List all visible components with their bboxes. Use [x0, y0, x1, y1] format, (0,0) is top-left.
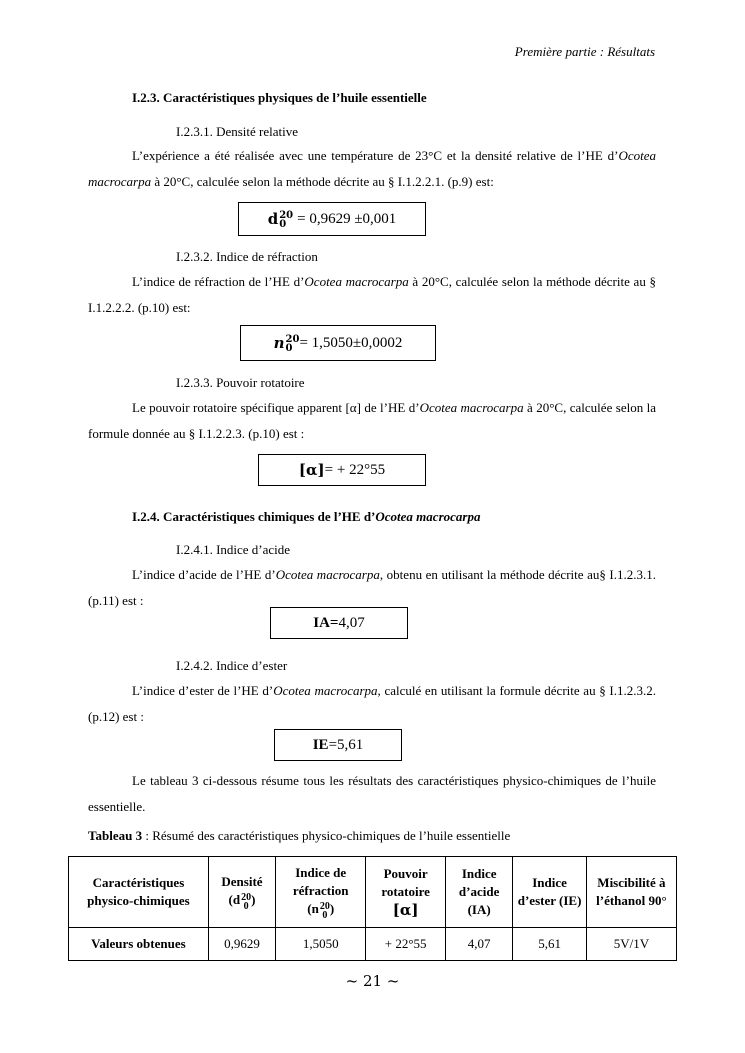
running-header: Première partie : Résultats [514, 44, 655, 59]
table-caption: Tableau 3 : Résumé des caractéristiques physico-chimiques de l’huile essentielle [88, 828, 511, 843]
summary-table [68, 856, 677, 961]
acid-symbol: IA= [313, 614, 339, 631]
header-acid: Indice d’acide (IA) [446, 857, 513, 928]
cell-miscibility: 5V/1V [586, 928, 676, 961]
cell-density: 0,9629 [208, 928, 275, 961]
species-name: Ocotea macrocarpa [88, 148, 656, 189]
table-row [69, 928, 677, 961]
density-value: = 0,9629 ±0,001 [297, 210, 397, 227]
header-miscibility: Miscibilité à l’éthanol 90° [586, 857, 676, 928]
species-name: Ocotea macrocarpa [275, 567, 380, 582]
section-title-chemical: I.2.4. Caractéristiques chimiques de l’HE d’Ocotea macrocarpa [132, 509, 481, 524]
density-text-b: à 20°C, calculée selon la méthode décrite au § I.1.2.2.1. (p.9) est: [151, 174, 494, 189]
refraction-value: = 1,5050±0,0002 [299, 334, 403, 351]
subsection-ester: I.2.4.2. Indice d’ester [176, 658, 288, 673]
paragraph-refraction: L’indice de réfraction de l’HE d’Ocotea macrocarpa à 20°C, calculée selon la méthode décrite au § I.1.2.2.2. (p.10) est: [88, 274, 656, 315]
density-text-a: L’expérience a été réalisée avec une température de 23°C et la densité relative de l’HE d’ [132, 148, 619, 163]
cell-rotation: + 22°55 [366, 928, 446, 961]
paragraph-acid: L’indice d’acide de l’HE d’Ocotea macrocarpa, obtenu en utilisant la méthode décrite au§ I.1.2.3.1. (p.11) est : [88, 567, 656, 608]
refraction-symbol: n 20 0 [273, 333, 300, 354]
row-label: Valeurs obtenues [69, 928, 209, 961]
cell-acid: 4,07 [446, 928, 513, 961]
header-characteristics: Caractéristiques physico-chimiques [69, 857, 209, 928]
subsection-density: I.2.3.1. Densité relative [176, 124, 299, 139]
header-rotation: Pouvoir rotatoire [α] [366, 857, 446, 928]
table-header-row [69, 857, 677, 928]
paragraph-density [88, 143, 656, 195]
header-ester: Indice d’ester (IE) [513, 857, 587, 928]
page-number: ~ 21 ~ [345, 972, 400, 990]
table-caption-label: Tableau 3 [88, 828, 143, 843]
density-result-box [238, 202, 426, 236]
subsection-rotation: I.2.3.3. Pouvoir rotatoire [176, 375, 305, 390]
density-symbol: d 20 0 [267, 209, 294, 230]
ester-value: =5,61 [328, 736, 364, 753]
paragraph-rotation: Le pouvoir rotatoire spécifique apparent [α] de l’HE d’Ocotea macrocarpa à 20°C, calculée selon la formule donnée au § I.1.2.2.3. (p.10) est : [88, 400, 656, 441]
species-name: Ocotea macrocarpa [375, 509, 481, 524]
species-name: Ocotea macrocarpa [304, 274, 409, 289]
refraction-result-box [240, 325, 436, 361]
cell-refraction: 1,5050 [276, 928, 366, 961]
rotation-value: = + 22°55 [324, 461, 386, 478]
rotation-result-box [258, 454, 426, 486]
paragraph-ester: L’indice d’ester de l’HE d’Ocotea macrocarpa, calculé en utilisant la formule décrite au § I.1.2.3.2. (p.12) est : [88, 683, 656, 724]
header-refraction: Indice de réfraction (n 20 0 ) [276, 857, 366, 928]
paragraph-summary: Le tableau 3 ci-dessous résume tous les résultats des caractéristiques physico-chimiques de l’huile essentielle. [88, 773, 656, 814]
acid-result-box [270, 607, 408, 639]
ester-symbol: IE [312, 736, 329, 753]
subsection-acid: I.2.4.1. Indice d’acide [176, 542, 291, 557]
subsection-refraction: I.2.3.2. Indice de réfraction [176, 249, 318, 264]
header-density: Densité (d 20 0 ) [208, 857, 275, 928]
acid-value: 4,07 [338, 614, 365, 631]
section-title-physical: I.2.3. Caractéristiques physiques de l’huile essentielle [132, 90, 427, 105]
cell-ester: 5,61 [513, 928, 587, 961]
species-name: Ocotea macrocarpa [419, 400, 524, 415]
ester-result-box [274, 729, 402, 761]
species-name: Ocotea macrocarpa [273, 683, 378, 698]
rotation-symbol: [α] [298, 461, 325, 479]
